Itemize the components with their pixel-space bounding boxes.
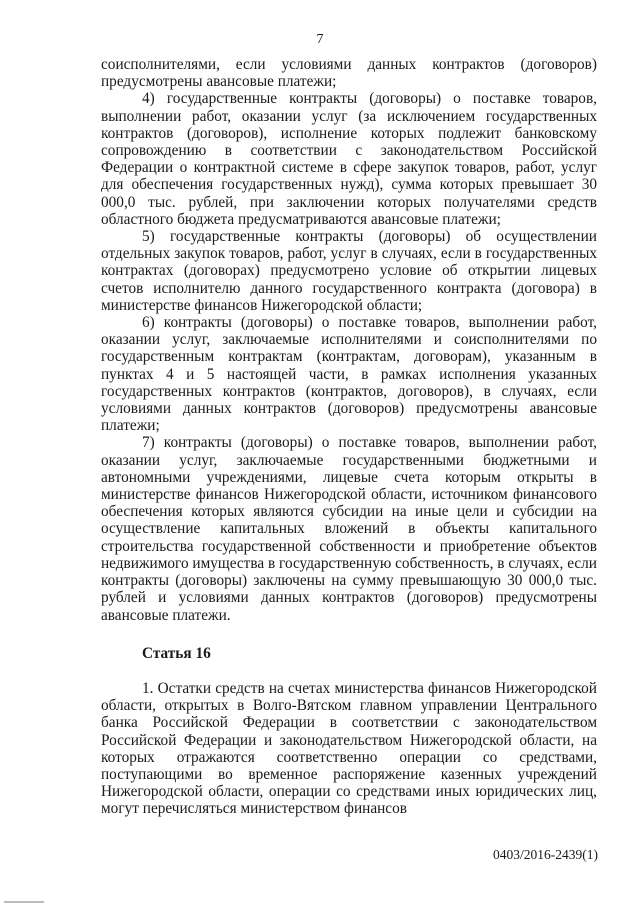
paragraph-item-4: 4) государственные контракты (договоры) о поставке товаров, выполнении работ, оказании услуг (за исключением государственных контрактов (договоров), исполнение которых подлежит банковскому сопровождению в соответствии с законодательством Российской Федерации о контрактной системе в сфере закупок товаров, работ, услуг для обеспечения государственных нужд), сумма которых превышает 30 000,0 тыс. рублей, при заключении которых получателями средств областного бюджета предусматриваются авансовые платежи; (101, 90, 597, 228)
paragraph-item-6: 6) контракты (договоры) о поставке товаров, выполнении работ, оказании услуг, заключаемые исполнителями и соисполнителями по государственным контрактам (контрактам, договорам), указанным в пунктах 4 и 5 настоящей части, в рамках исполнения указанных государственных контрактов (контрактов, договоров), в случаях, если условиями данных контрактов (договоров) предусмотрены авансовые платежи; (101, 314, 597, 435)
paragraph-item-5: 5) государственные контракты (договоры) об осуществлении отдельных закупок товаров, работ, услуг в случаях, если в государственных контрактах (договорах) предусмотрено условие об открытии лицевых счетов исполнителю данного государственного контракта (договора) в министерстве финансов Нижегородской области; (101, 228, 597, 314)
paragraph-article-16-1: 1. Остатки средств на счетах министерства финансов Нижегородской области, открытых в Волго-Вятском главном управлении Центрального банка Российской Федерации в соответствии с законодательством Российской Федерации и законодательством Нижегородской области, на которых отражаются соответственно операции со средствами, поступающими во временное распоряжение казенных учреждений Нижегородской области, операции со средствами иных юридических лиц, могут перечисляться министерством финансов (101, 679, 597, 818)
paragraph-continuation: соисполнителями, если условиями данных контрактов (договоров) предусмотрены авансовые платежи; (101, 56, 597, 91)
scan-mark (4, 901, 44, 903)
article-heading: Статья 16 (142, 644, 211, 662)
document-body (101, 56, 597, 818)
paragraph-item-7: 7) контракты (договоры) о поставке товаров, выполнении работ, оказании услуг, заключаемые государственными бюджетными и автономными учреждениями, лицевые счета которым открыты в министерстве финансов Нижегородской области, источником финансового обеспечения которых являются субсидии на иные цели и субсидии на осуществление капитальных вложений в объекты капитального строительства государственной собственности и приобретение объектов недвижимого имущества в государственную собственность, в случаях, если контракты (договоры) заключены на сумму превышающую 30 000,0 тыс. рублей и условиями данных контрактов (договоров) предусмотрены авансовые платежи. (101, 434, 597, 624)
page-number: 7 (316, 32, 324, 47)
document-code: 0403/2016-2439(1) (493, 847, 598, 862)
